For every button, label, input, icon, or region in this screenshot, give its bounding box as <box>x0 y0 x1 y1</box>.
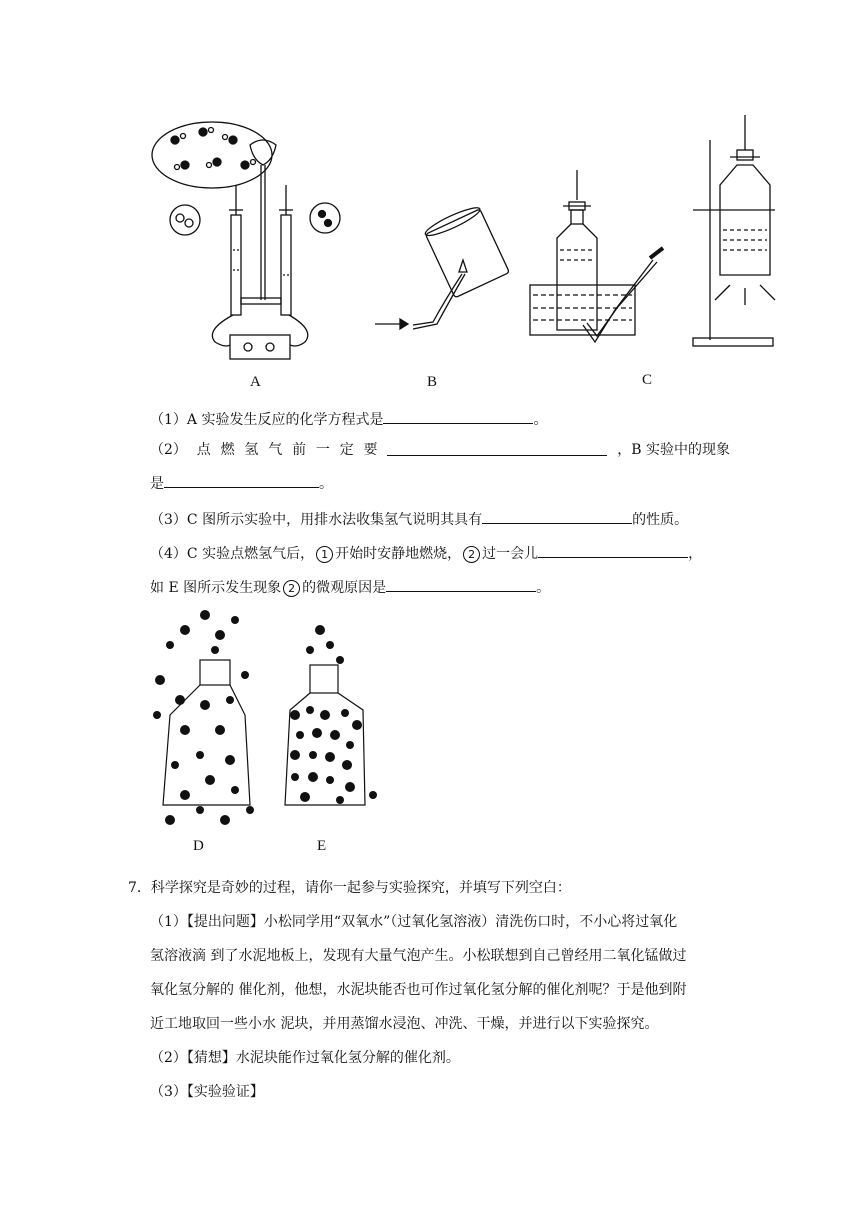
q7-paragraph-1-line-4: 近工地取回一些小水 泥块，并用蒸馏水浸泡、冲洗、干燥，并进行以下实验探究。 <box>150 1016 659 1032</box>
answer-blank-4[interactable] <box>482 508 632 524</box>
circled-number-2b: 2 <box>283 580 300 597</box>
q6-item-2-cont: 是 。 <box>150 472 333 494</box>
figure-label-a: A <box>250 374 261 390</box>
q6-item-4: （4）C 实验点燃氢气后， 1 开始时安静地燃烧， 2 过一会儿 ， <box>150 542 702 564</box>
q6-item-2: （2） 点 燃 氢 气 前 一 定 要 ，B 实验中的现象 <box>150 442 730 458</box>
q6-item-4-cont: 如 E 图所示发生现象 2 的微观原因是 。 <box>150 576 550 598</box>
molecule-clusters <box>153 610 377 825</box>
answer-blank-1[interactable] <box>383 408 533 424</box>
circled-number-2: 2 <box>463 546 480 563</box>
q7-paragraph-3: （3）【实验验证】 <box>150 1084 264 1100</box>
hydrogen-burning-beaker <box>375 204 509 329</box>
q7-paragraph-1-line-2: 氢溶液滴 到了水泥地板上，发现有大量气泡产生。小松联想到自己曾经用二氧化锰做过 <box>150 948 687 964</box>
figure-label-d: D <box>193 838 204 854</box>
q6-item-1: （1）A 实验发生反应的化学方程式是 。 <box>150 408 547 430</box>
answer-blank-6[interactable] <box>386 576 536 592</box>
water-displacement-collection <box>530 170 663 342</box>
q7-paragraph-1-line-3: 氧化氢分解的 催化剂，他想，水泥块能否也可作过氧化氢分解的催化剂呢？于是他到附 <box>150 982 687 998</box>
q7-paragraph-1-line-1: （1）【提出问题】小松同学用“双氧水”（过氧化氢溶液）清洗伤口时，不小心将过氧化 <box>150 914 678 930</box>
iron-stand-bottle <box>693 115 775 346</box>
bottle-molecule-figure <box>145 605 395 840</box>
oxygen-molecule-bubble <box>310 203 340 233</box>
q7-title: 7．科学探究是奇妙的过程，请你一起参与实验探究，并填写下列空白： <box>128 880 571 896</box>
answer-blank-5[interactable] <box>538 542 688 558</box>
electrolysis-apparatus <box>212 140 307 359</box>
answer-blank-3[interactable] <box>164 472 319 488</box>
hydrogen-molecule-bubble <box>170 205 200 235</box>
answer-blank-2[interactable] <box>387 440 607 456</box>
circled-number-1: 1 <box>316 546 333 563</box>
figure-label-e: E <box>317 838 327 854</box>
apparatus-figure <box>145 110 785 400</box>
figure-label-b: B <box>427 374 438 390</box>
figure-label-c: C <box>642 372 653 388</box>
q7-paragraph-2: （2）【猜想】水泥块能作过氧化氢分解的催化剂。 <box>150 1050 460 1066</box>
q6-item-3: （3）C 图所示实验中，用排水法收集氢气说明其具有 的性质。 <box>150 508 688 530</box>
